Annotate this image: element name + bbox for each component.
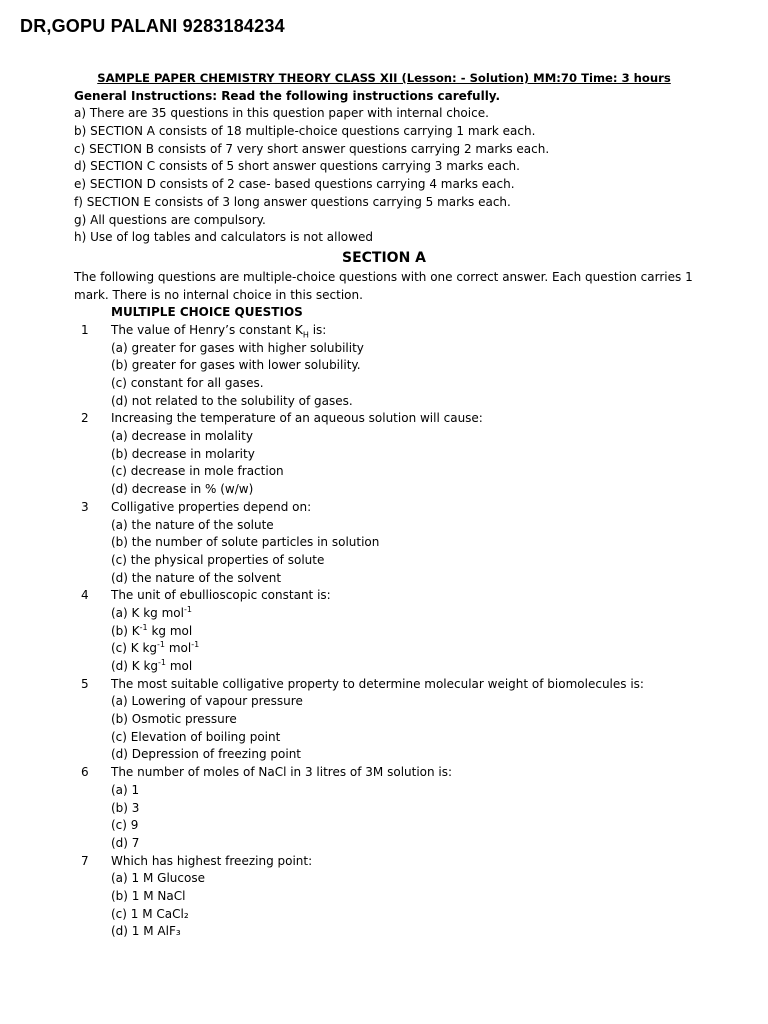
question-text: Which has highest freezing point: [111, 853, 313, 868]
instruction-item: h) Use of log tables and calculators is not allowed [74, 230, 373, 245]
option: (d) Depression of freezing point [111, 747, 302, 762]
superscript: -1 [139, 622, 148, 632]
option-text: (a) K kg mol [111, 605, 184, 620]
option: (b) 3 [111, 800, 140, 815]
option: (a) Lowering of vapour pressure [111, 694, 303, 709]
superscript: -1 [157, 640, 166, 650]
question-number: 6 [81, 765, 89, 780]
question-text: The value of Henry’s constant K [111, 322, 303, 337]
option: (a) 1 [111, 782, 140, 797]
instruction-item: c) SECTION B consists of 7 very short answer questions carrying 2 marks each. [74, 141, 550, 156]
question-6 [74, 764, 694, 782]
superscript: -1 [191, 640, 200, 650]
mcq-heading: MULTIPLE CHOICE QUESTIOS [111, 305, 303, 320]
subscript: H [302, 330, 309, 340]
superscript: -1 [183, 604, 192, 614]
option: (c) 9 [111, 818, 139, 833]
question-text: The most suitable colligative property to determine molecular weight of biomolecules is: [111, 676, 644, 691]
option-text: mol [166, 659, 193, 674]
paper-title: SAMPLE PAPER CHEMISTRY THEORY CLASS XII (Lesson: - Solution) MM:70 Time: 3 hours [97, 71, 671, 85]
option: (a) greater for gases with higher solubility [111, 340, 364, 355]
instruction-item: f) SECTION E consists of 3 long answer questions carrying 5 marks each. [74, 194, 511, 209]
option: (b) 1 M NaCl [111, 888, 186, 903]
instruction-item: d) SECTION C consists of 5 short answer questions carrying 3 marks each. [74, 159, 520, 174]
option-text: (c) K kg [111, 641, 158, 656]
option: (b) greater for gases with lower solubility. [111, 358, 361, 373]
option-text: (d) K kg [111, 659, 159, 674]
option-text: mol [165, 641, 192, 656]
question-number: 7 [81, 853, 89, 868]
option [74, 640, 694, 658]
option [74, 658, 694, 676]
question-text: The unit of ebullioscopic constant is: [111, 588, 331, 603]
option: (d) 1 M AlF₃ [111, 924, 181, 939]
option: (c) decrease in mole fraction [111, 464, 284, 479]
question-number: 5 [81, 676, 89, 691]
option: (c) 1 M CaCl₂ [111, 906, 189, 921]
option-text: kg mol [147, 623, 193, 638]
question-2 [74, 410, 694, 428]
instruction-item: e) SECTION D consists of 2 case- based questions carrying 4 marks each. [74, 177, 515, 192]
question-number: 2 [81, 411, 89, 426]
superscript: -1 [158, 658, 167, 668]
question-text: Colligative properties depend on: [111, 499, 312, 514]
author-header: DR,GOPU PALANI 9283184234 [20, 16, 285, 36]
question-text: The number of moles of NaCl in 3 litres of 3M solution is: [111, 765, 453, 780]
instruction-item: a) There are 35 questions in this question paper with internal choice. [74, 106, 489, 121]
option: (b) decrease in molarity [111, 446, 255, 461]
option: (d) not related to the solubility of gases. [111, 393, 353, 408]
instruction-item: b) SECTION A consists of 18 multiple-choice questions carrying 1 mark each. [74, 124, 536, 139]
option: (c) the physical properties of solute [111, 552, 325, 567]
option: (d) the nature of the solvent [111, 570, 282, 585]
instruction-item: g) All questions are compulsory. [74, 212, 266, 227]
question-1 [74, 322, 694, 340]
option: (a) the nature of the solute [111, 517, 274, 532]
option: (b) the number of solute particles in solution [111, 535, 380, 550]
question-text-end: is: [308, 322, 327, 337]
option-text: (b) K [111, 623, 140, 638]
question-4 [74, 587, 694, 605]
question-number: 1 [81, 322, 89, 337]
option: (b) Osmotic pressure [111, 712, 237, 727]
question-3 [74, 499, 694, 517]
option: (a) decrease in molality [111, 429, 253, 444]
option: (c) constant for all gases. [111, 376, 264, 391]
question-7 [74, 853, 694, 871]
option: (d) 7 [111, 835, 140, 850]
instructions-heading: General Instructions: Read the following instructions carefully. [74, 88, 501, 103]
option [74, 623, 694, 641]
question-number: 3 [81, 499, 89, 514]
option: (d) decrease in % (w/w) [111, 482, 254, 497]
option: (a) 1 M Glucose [111, 871, 205, 886]
question-text: Increasing the temperature of an aqueous solution will cause: [111, 411, 483, 426]
question-paper [74, 70, 694, 941]
question-5 [74, 676, 694, 694]
question-number: 4 [81, 588, 89, 603]
option [74, 605, 694, 623]
section-a-intro: The following questions are multiple-choice questions with one correct answer. Each question carries 1 mark. There is no internal choice in this section. [74, 269, 693, 302]
option: (c) Elevation of boiling point [111, 729, 281, 744]
section-a-heading: SECTION A [341, 249, 426, 266]
